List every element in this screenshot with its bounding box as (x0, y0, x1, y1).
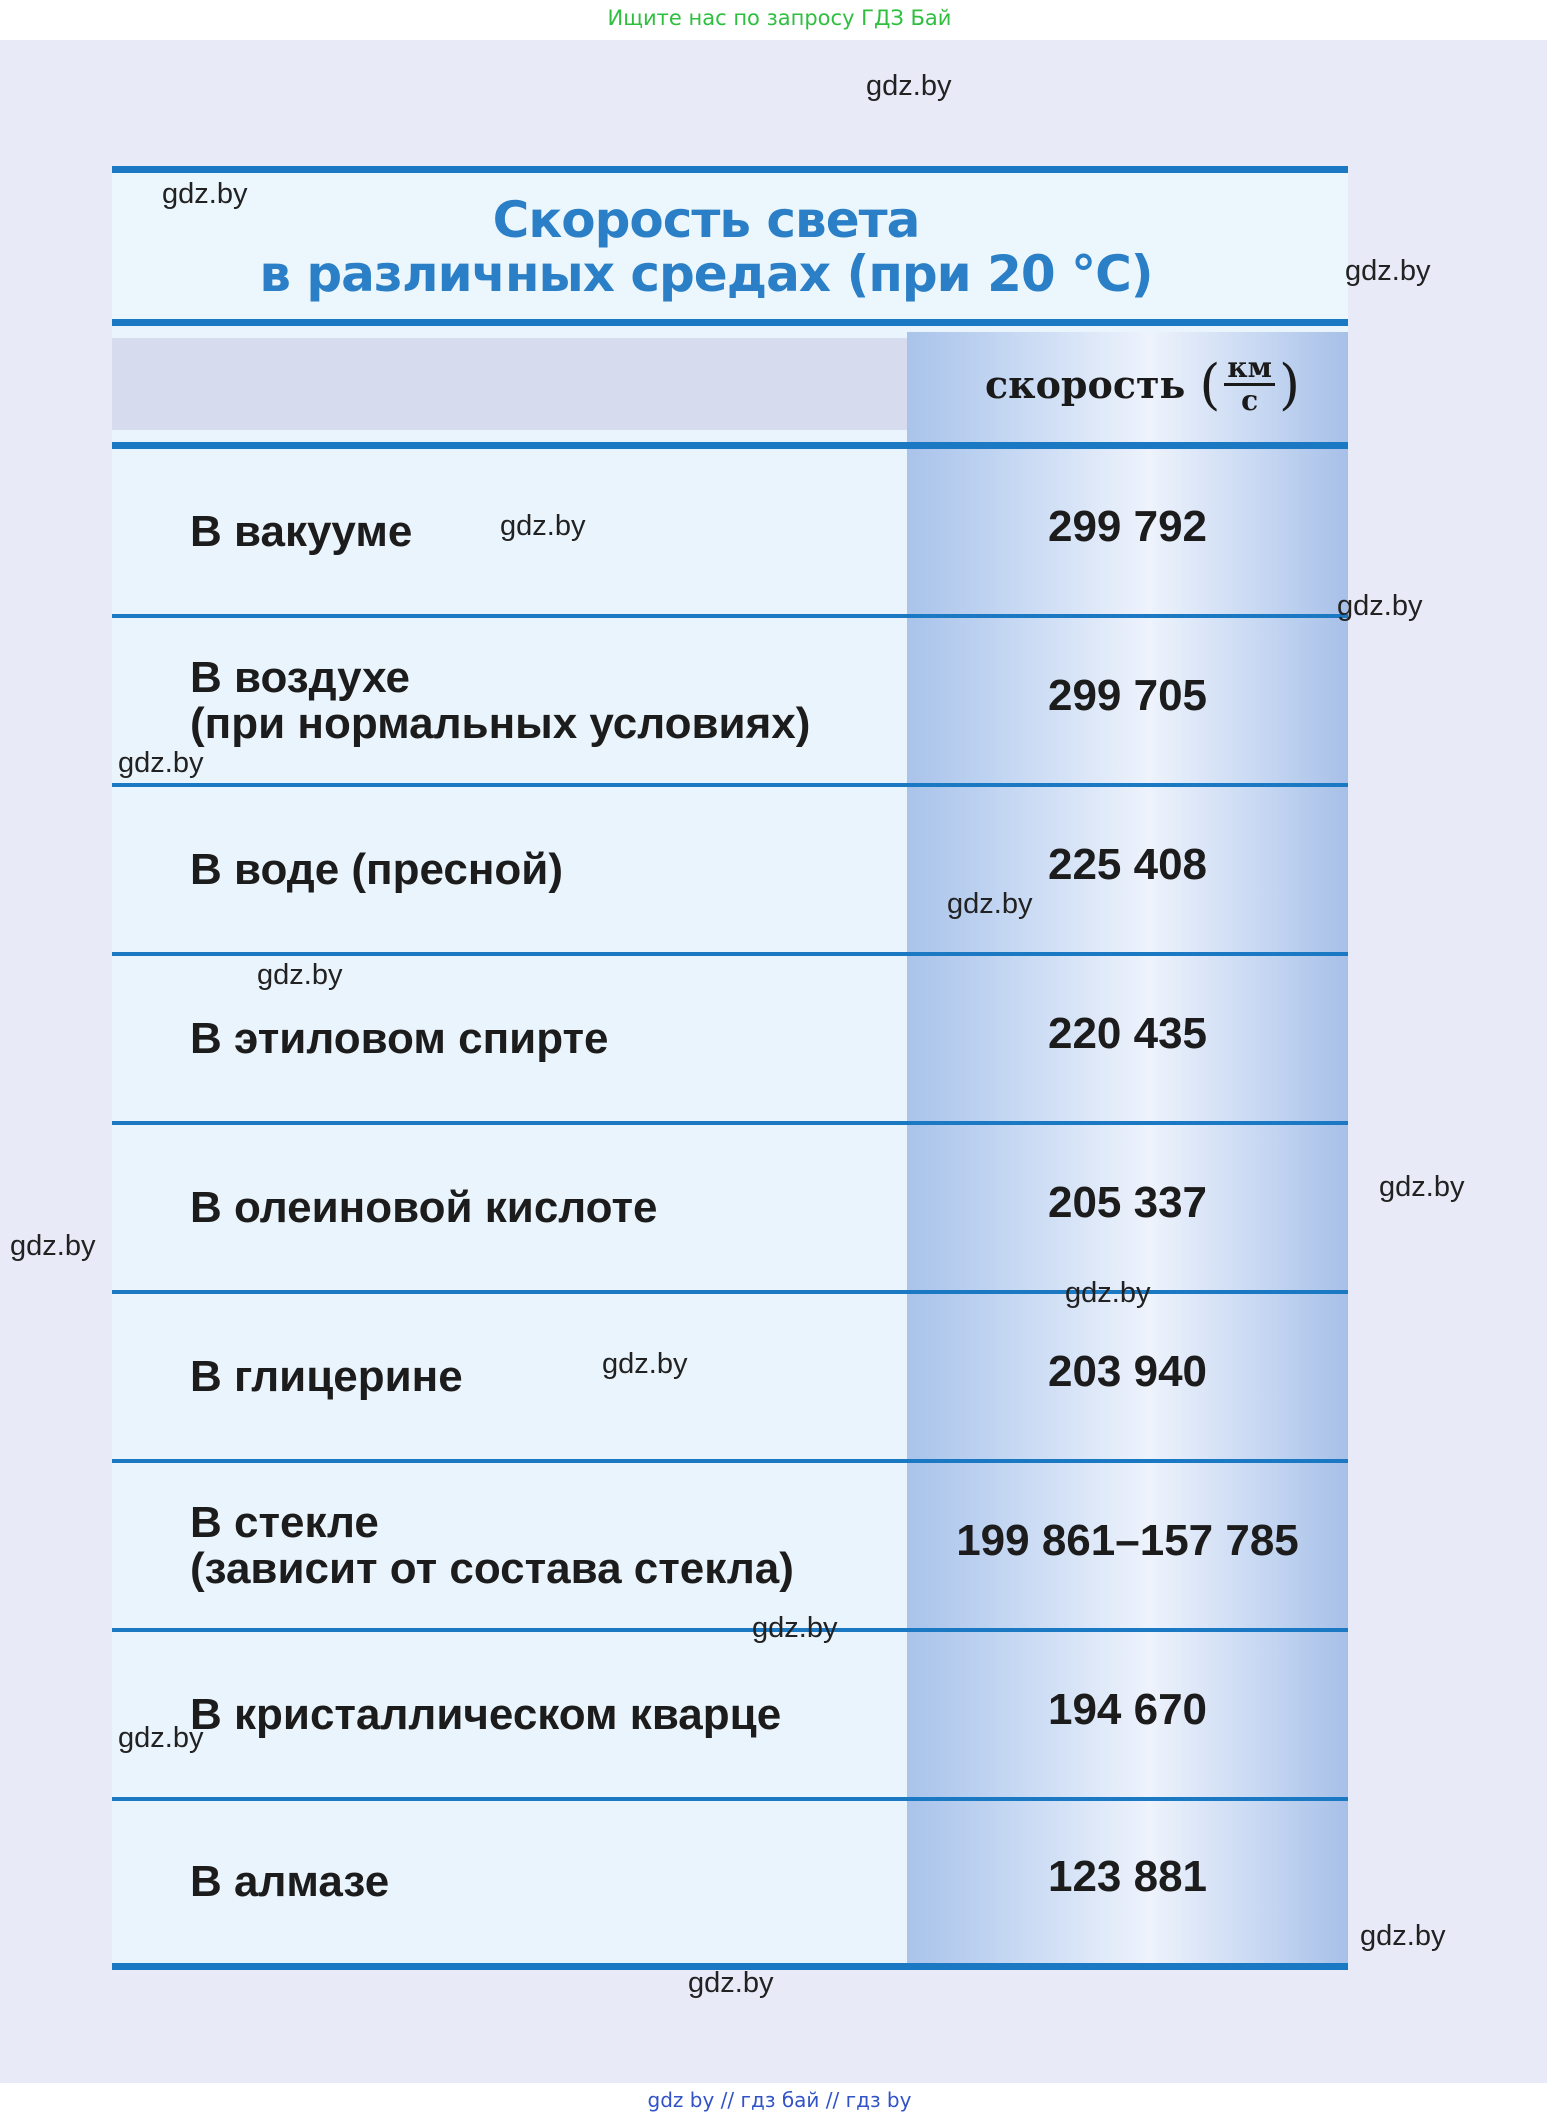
watermark: gdz.by (866, 70, 952, 102)
table-row (112, 1632, 1348, 1801)
medium-cell: В стекле (зависит от состава стекла) (190, 1497, 794, 1593)
watermark: gdz.by (1345, 255, 1431, 287)
unit-numerator: км (1224, 353, 1275, 386)
watermark: gdz.by (1379, 1171, 1465, 1203)
watermark: gdz.by (1360, 1920, 1446, 1952)
watermark: gdz.by (947, 888, 1033, 920)
medium-cell: В олеиновой кислоте (190, 1182, 658, 1232)
watermark: gdz.by (257, 959, 343, 991)
watermark: gdz.by (500, 510, 586, 542)
medium-cell: В этиловом спирте (190, 1013, 609, 1063)
table-row (112, 1801, 1348, 1970)
table-row (112, 1294, 1348, 1463)
speed-column-header (985, 353, 1300, 416)
header-empty-cell (112, 338, 907, 430)
watermark: gdz.by (688, 1967, 774, 1999)
watermark: gdz.by (10, 1230, 96, 1262)
watermark: gdz.by (118, 1722, 204, 1754)
table-row (112, 618, 1348, 787)
table-title-line-1: Скорость света (492, 191, 920, 249)
speed-header-label: скорость (985, 362, 1186, 407)
right-paren: ) (1278, 353, 1301, 416)
medium-cell: В кристаллическом кварце (190, 1689, 782, 1739)
medium-cell: В воздухе (при нормальных условиях) (190, 652, 811, 748)
speed-cell: 299 705 (1047, 670, 1208, 720)
watermark: gdz.by (1337, 590, 1423, 622)
speed-cell: 194 670 (1047, 1684, 1208, 1734)
medium-cell: В воде (пресной) (190, 844, 564, 894)
watermark: gdz.by (752, 1612, 838, 1644)
speed-cell: 203 940 (1047, 1346, 1208, 1396)
speed-cell: 199 861–157 785 (956, 1515, 1299, 1565)
watermark: gdz.by (1065, 1277, 1151, 1309)
speed-cell: 123 881 (1047, 1852, 1208, 1901)
unit-denominator: с (1241, 384, 1259, 417)
watermark: gdz.by (162, 178, 248, 210)
speed-cell: 225 408 (1047, 839, 1208, 889)
table-body (112, 449, 1348, 1970)
table-title-block (112, 166, 1348, 326)
watermark: gdz.by (118, 747, 204, 779)
speed-cell: 299 792 (1047, 501, 1208, 551)
medium-cell: В алмазе (190, 1857, 390, 1906)
table-row (112, 1463, 1348, 1632)
table-row (112, 1125, 1348, 1294)
top-banner: Ищите нас по запросу ГДЗ Бай (607, 6, 952, 30)
left-paren: ( (1199, 353, 1221, 416)
speed-cell: 220 435 (1047, 1008, 1208, 1058)
watermark: gdz.by (602, 1348, 688, 1380)
medium-cell: В вакууме (190, 506, 413, 556)
unit-fraction (1199, 353, 1300, 416)
table-title-line-2: в различных средах (при 20 °С) (259, 245, 1153, 303)
table-row (112, 449, 1348, 618)
medium-cell: В глицерине (190, 1351, 463, 1401)
table-row (112, 787, 1348, 956)
footer-links: gdz by // гдз бай // гдз by (647, 2088, 912, 2112)
speed-cell: 205 337 (1047, 1177, 1208, 1227)
